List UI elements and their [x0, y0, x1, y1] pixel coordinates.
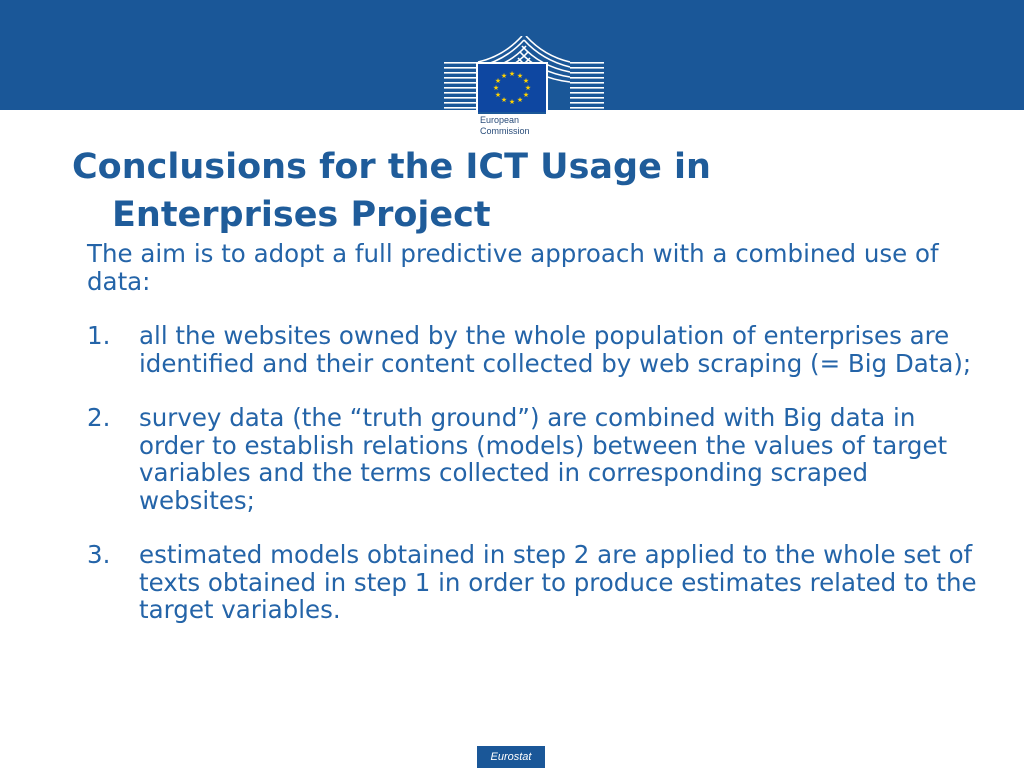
step-number: 3.	[87, 540, 111, 569]
slide-title-line1: Conclusions for the ICT Usage in	[72, 147, 711, 187]
svg-text:★: ★	[500, 72, 508, 80]
svg-text:★: ★	[500, 96, 508, 104]
step-text: estimated models obtained in step 2 are applied to the whole set of texts obtained in step 1 in order to produce estimates related to the target variables.	[139, 540, 977, 624]
svg-text:★: ★	[522, 77, 530, 85]
intro-paragraph: The aim is to adopt a full predictive approach with a combined use of data:	[87, 239, 939, 296]
svg-text:★: ★	[524, 84, 532, 92]
step-item	[87, 322, 987, 377]
step-number: 2.	[87, 403, 111, 432]
steps-list	[87, 322, 987, 651]
step-item	[87, 541, 987, 624]
logo-wordmark	[480, 115, 550, 137]
svg-text:★: ★	[508, 98, 516, 106]
svg-text:★: ★	[494, 77, 502, 85]
svg-text:★: ★	[516, 72, 524, 80]
step-text: survey data (the “truth ground”) are combined with Big data in order to establish relations (models) between the values of target variables and the terms collected in corresponding scraped websites;	[139, 403, 948, 515]
slide-title	[72, 143, 972, 239]
slide-title-line2: Enterprises Project	[112, 195, 491, 235]
svg-text:★: ★	[522, 91, 530, 99]
svg-text:★: ★	[508, 70, 516, 78]
eurostat-footer-tag: Eurostat	[477, 746, 545, 768]
svg-text:★: ★	[516, 96, 524, 104]
svg-text:★: ★	[494, 91, 502, 99]
logo-line-commission: Commission	[480, 126, 530, 136]
step-text: all the websites owned by the whole population of enterprises are identified and their content collected by web scraping (= Big Data);	[139, 321, 972, 378]
svg-text:★: ★	[492, 84, 500, 92]
step-item	[87, 404, 987, 514]
step-number: 1.	[87, 321, 111, 350]
logo-line-european: European	[480, 115, 520, 125]
